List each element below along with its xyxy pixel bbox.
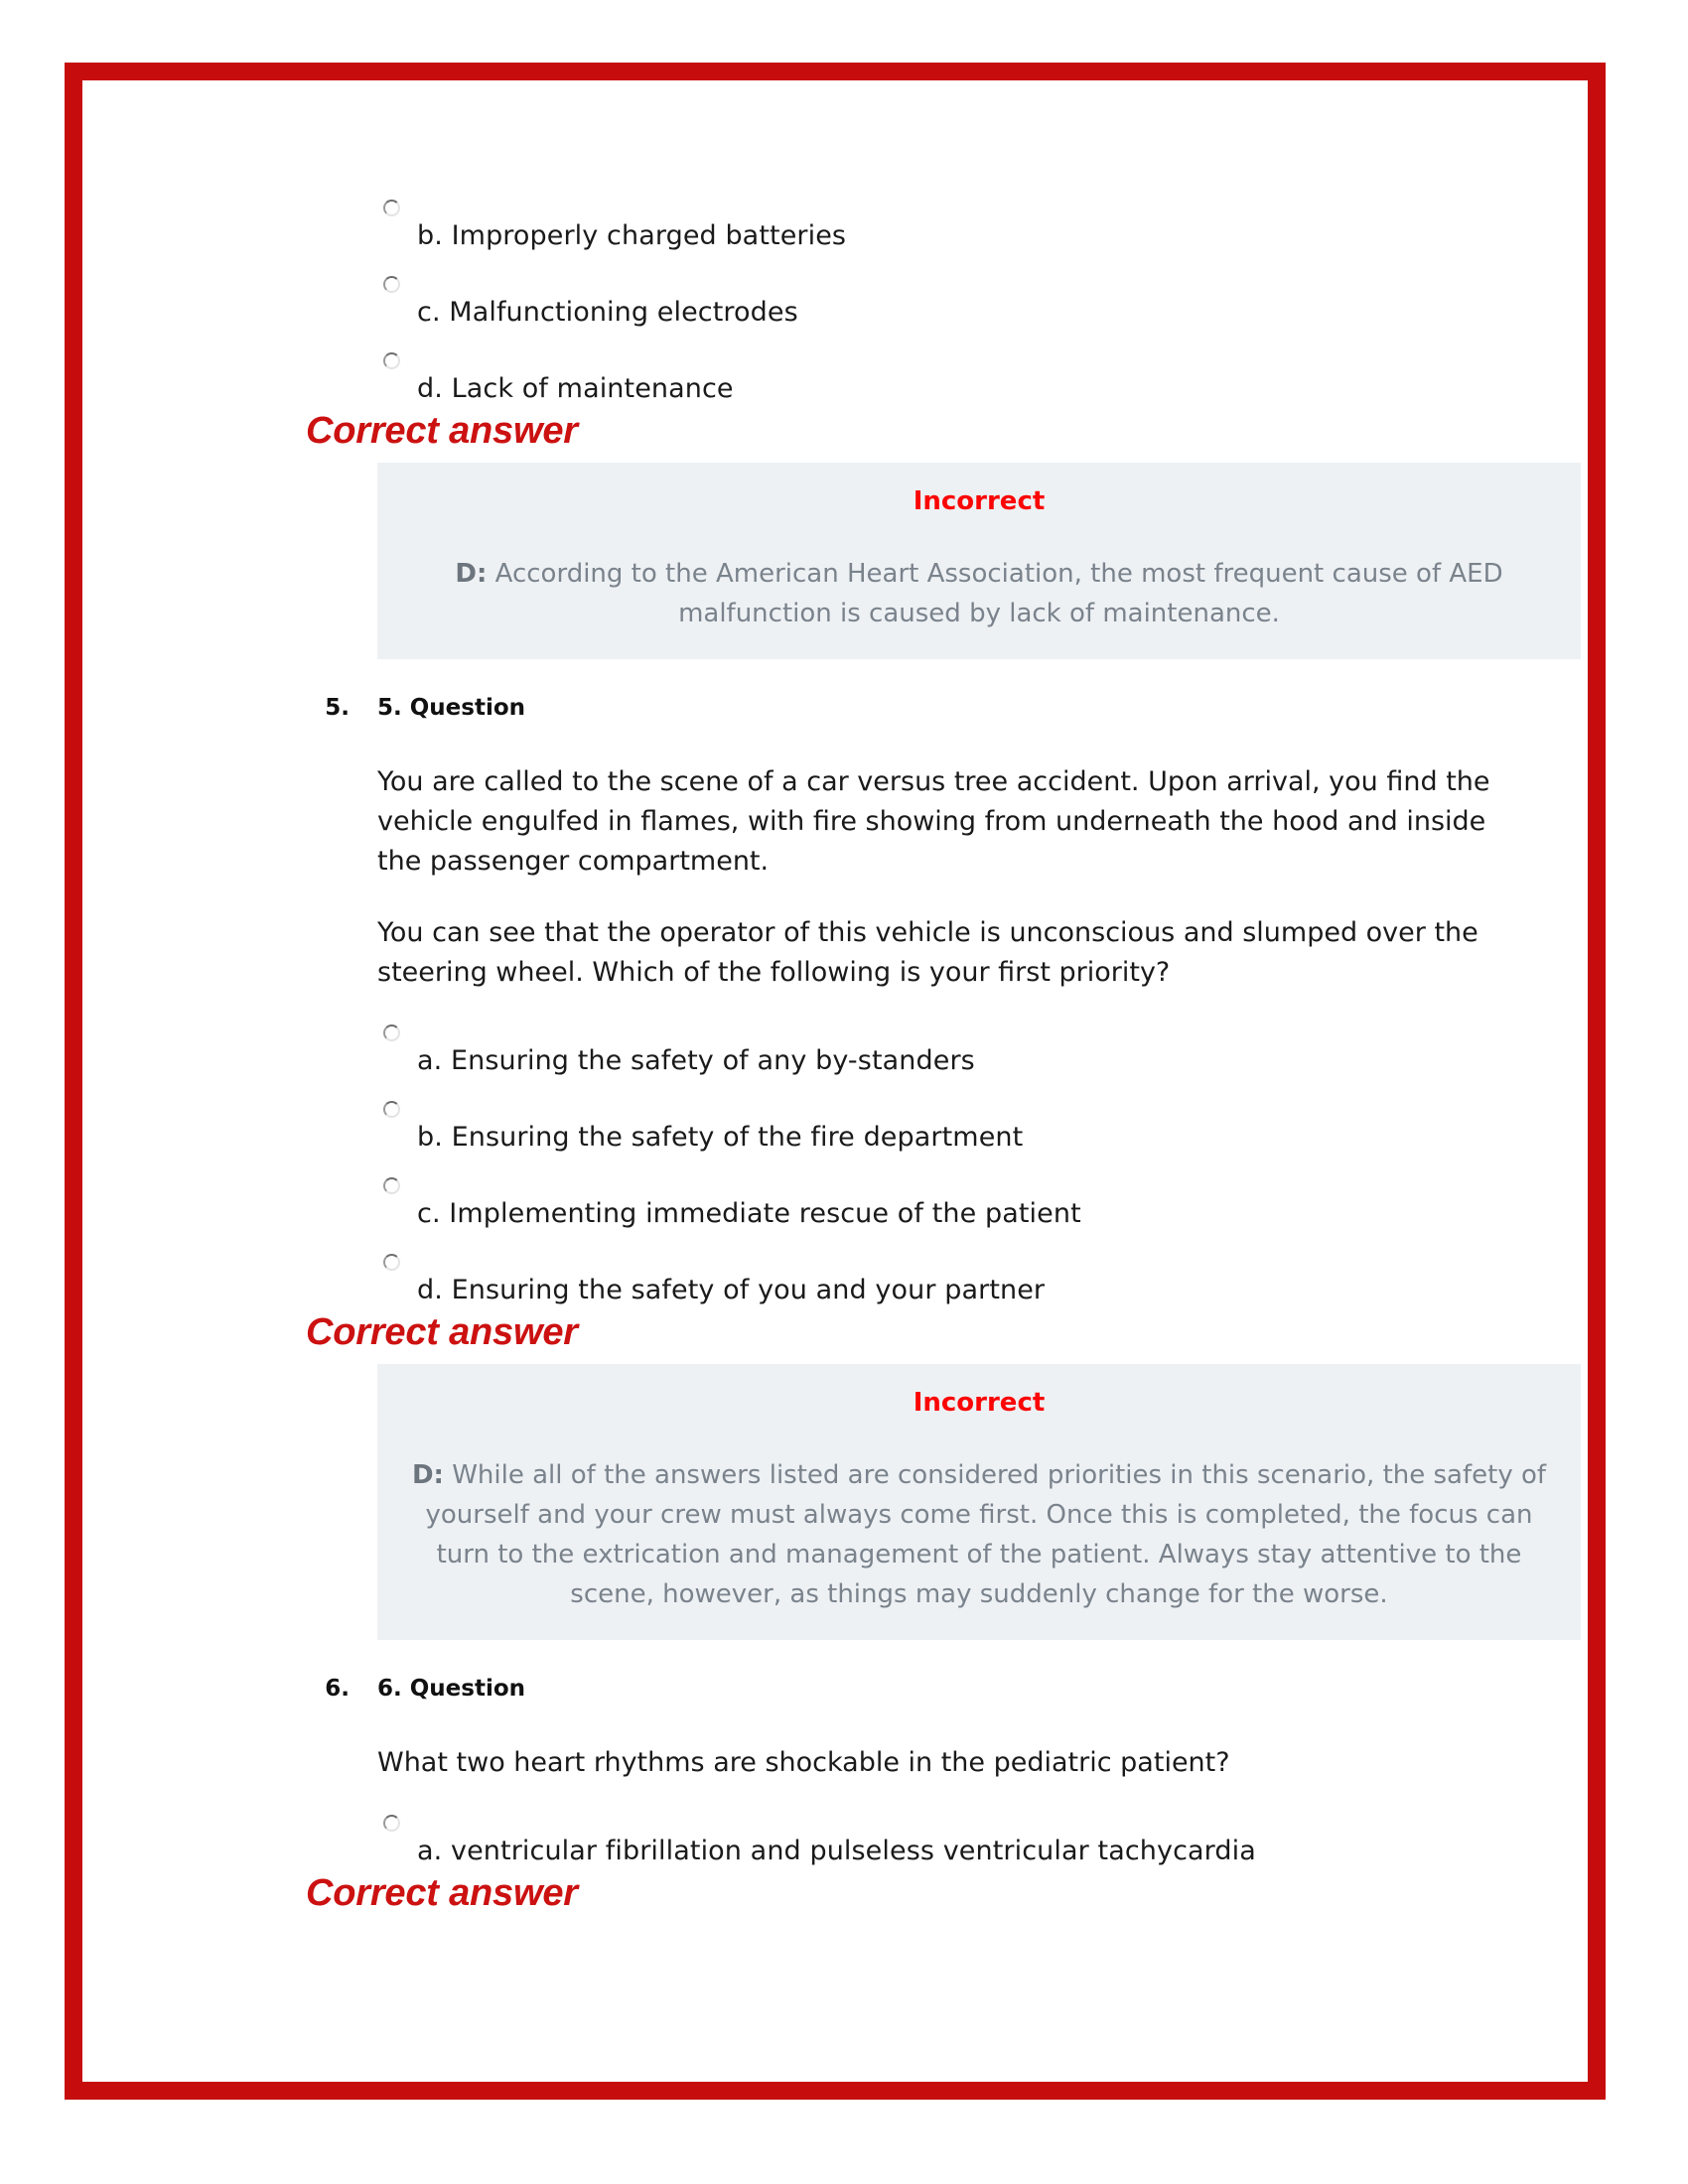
option-label: d. Ensuring the safety of you and your partner	[417, 1275, 1046, 1305]
question-paragraph: You are called to the scene of a car versus tree accident. Upon arrival, you find the vehicle engulfed in flames, with fire showing from underneath the hood and inside the passenger compartment.	[377, 766, 1490, 877]
option-label: a. ventricular fibrillation and pulseless ventricular tachycardia	[417, 1836, 1256, 1866]
feedback-lead: D:	[411, 1460, 444, 1490]
option-row[interactable]	[306, 200, 1587, 255]
feedback-text: While all of the answers listed are considered priorities in this scenario, the safety of yourself and your crew must always come first. Once this is completed, the focus can turn to the extrication and management of the patient. Always stay attentive to the scene, however, as things may suddenly change for the worse.	[425, 1460, 1547, 1609]
radio-unselected-icon[interactable]	[383, 1815, 400, 1832]
radio-unselected-icon[interactable]	[383, 276, 400, 293]
feedback-body	[403, 1455, 1555, 1614]
question-block-6	[306, 1674, 1587, 1916]
option-row[interactable]	[306, 1254, 1587, 1309]
option-label: b. Ensuring the safety of the fire department	[417, 1122, 1024, 1153]
radio-unselected-icon[interactable]	[383, 1177, 400, 1194]
question-5-options	[306, 1024, 1587, 1309]
correct-answer-banner: Correct answer	[306, 1872, 578, 1914]
correct-answer-banner: Correct answer	[306, 410, 578, 452]
option-row[interactable]	[306, 1024, 1587, 1080]
question-list-marker: 6.	[325, 1676, 350, 1702]
question-label: 5. Question	[377, 695, 526, 721]
radio-unselected-icon[interactable]	[383, 200, 400, 216]
feedback-box	[377, 1364, 1581, 1640]
question-6-options	[306, 1815, 1587, 1870]
option-label: c. Malfunctioning electrodes	[417, 297, 798, 328]
feedback-title: Incorrect	[913, 486, 1046, 516]
option-label: b. Improperly charged batteries	[417, 220, 847, 251]
question-4-options	[306, 200, 1587, 659]
option-row[interactable]	[306, 352, 1587, 408]
feedback-body	[403, 554, 1555, 633]
option-row[interactable]	[306, 1815, 1587, 1870]
feedback-title: Incorrect	[913, 1388, 1046, 1418]
question-heading-6	[306, 1674, 1587, 1704]
question-label: 6. Question	[377, 1676, 526, 1702]
question-paragraph: What two heart rhythms are shockable in the pediatric patient?	[377, 1747, 1230, 1778]
question-list-marker: 5.	[325, 695, 350, 721]
option-label: a. Ensuring the safety of any by-standers	[417, 1045, 975, 1076]
option-label: c. Implementing immediate rescue of the patient	[417, 1198, 1081, 1229]
correct-answer-banner: Correct answer	[306, 1311, 578, 1353]
red-page-border-frame	[65, 63, 1606, 2100]
option-label: d. Lack of maintenance	[417, 373, 734, 404]
quiz-content	[306, 200, 1587, 1925]
radio-unselected-icon[interactable]	[383, 352, 400, 369]
radio-unselected-icon[interactable]	[383, 1101, 400, 1118]
feedback-box	[377, 463, 1581, 659]
feedback-text: According to the American Heart Association, the most frequent cause of AED malfunction is caused by lack of maintenance.	[487, 559, 1503, 628]
question-paragraph: You can see that the operator of this vehicle is unconscious and slumped over the steering wheel. Which of the following is your first priority?	[377, 917, 1478, 988]
option-row[interactable]	[306, 276, 1587, 332]
feedback-lead: D:	[455, 559, 488, 589]
option-row[interactable]	[306, 1177, 1587, 1233]
radio-unselected-icon[interactable]	[383, 1024, 400, 1041]
question-block-5	[306, 693, 1587, 1640]
question-heading-5	[306, 693, 1587, 723]
radio-unselected-icon[interactable]	[383, 1254, 400, 1271]
option-row[interactable]	[306, 1101, 1587, 1157]
